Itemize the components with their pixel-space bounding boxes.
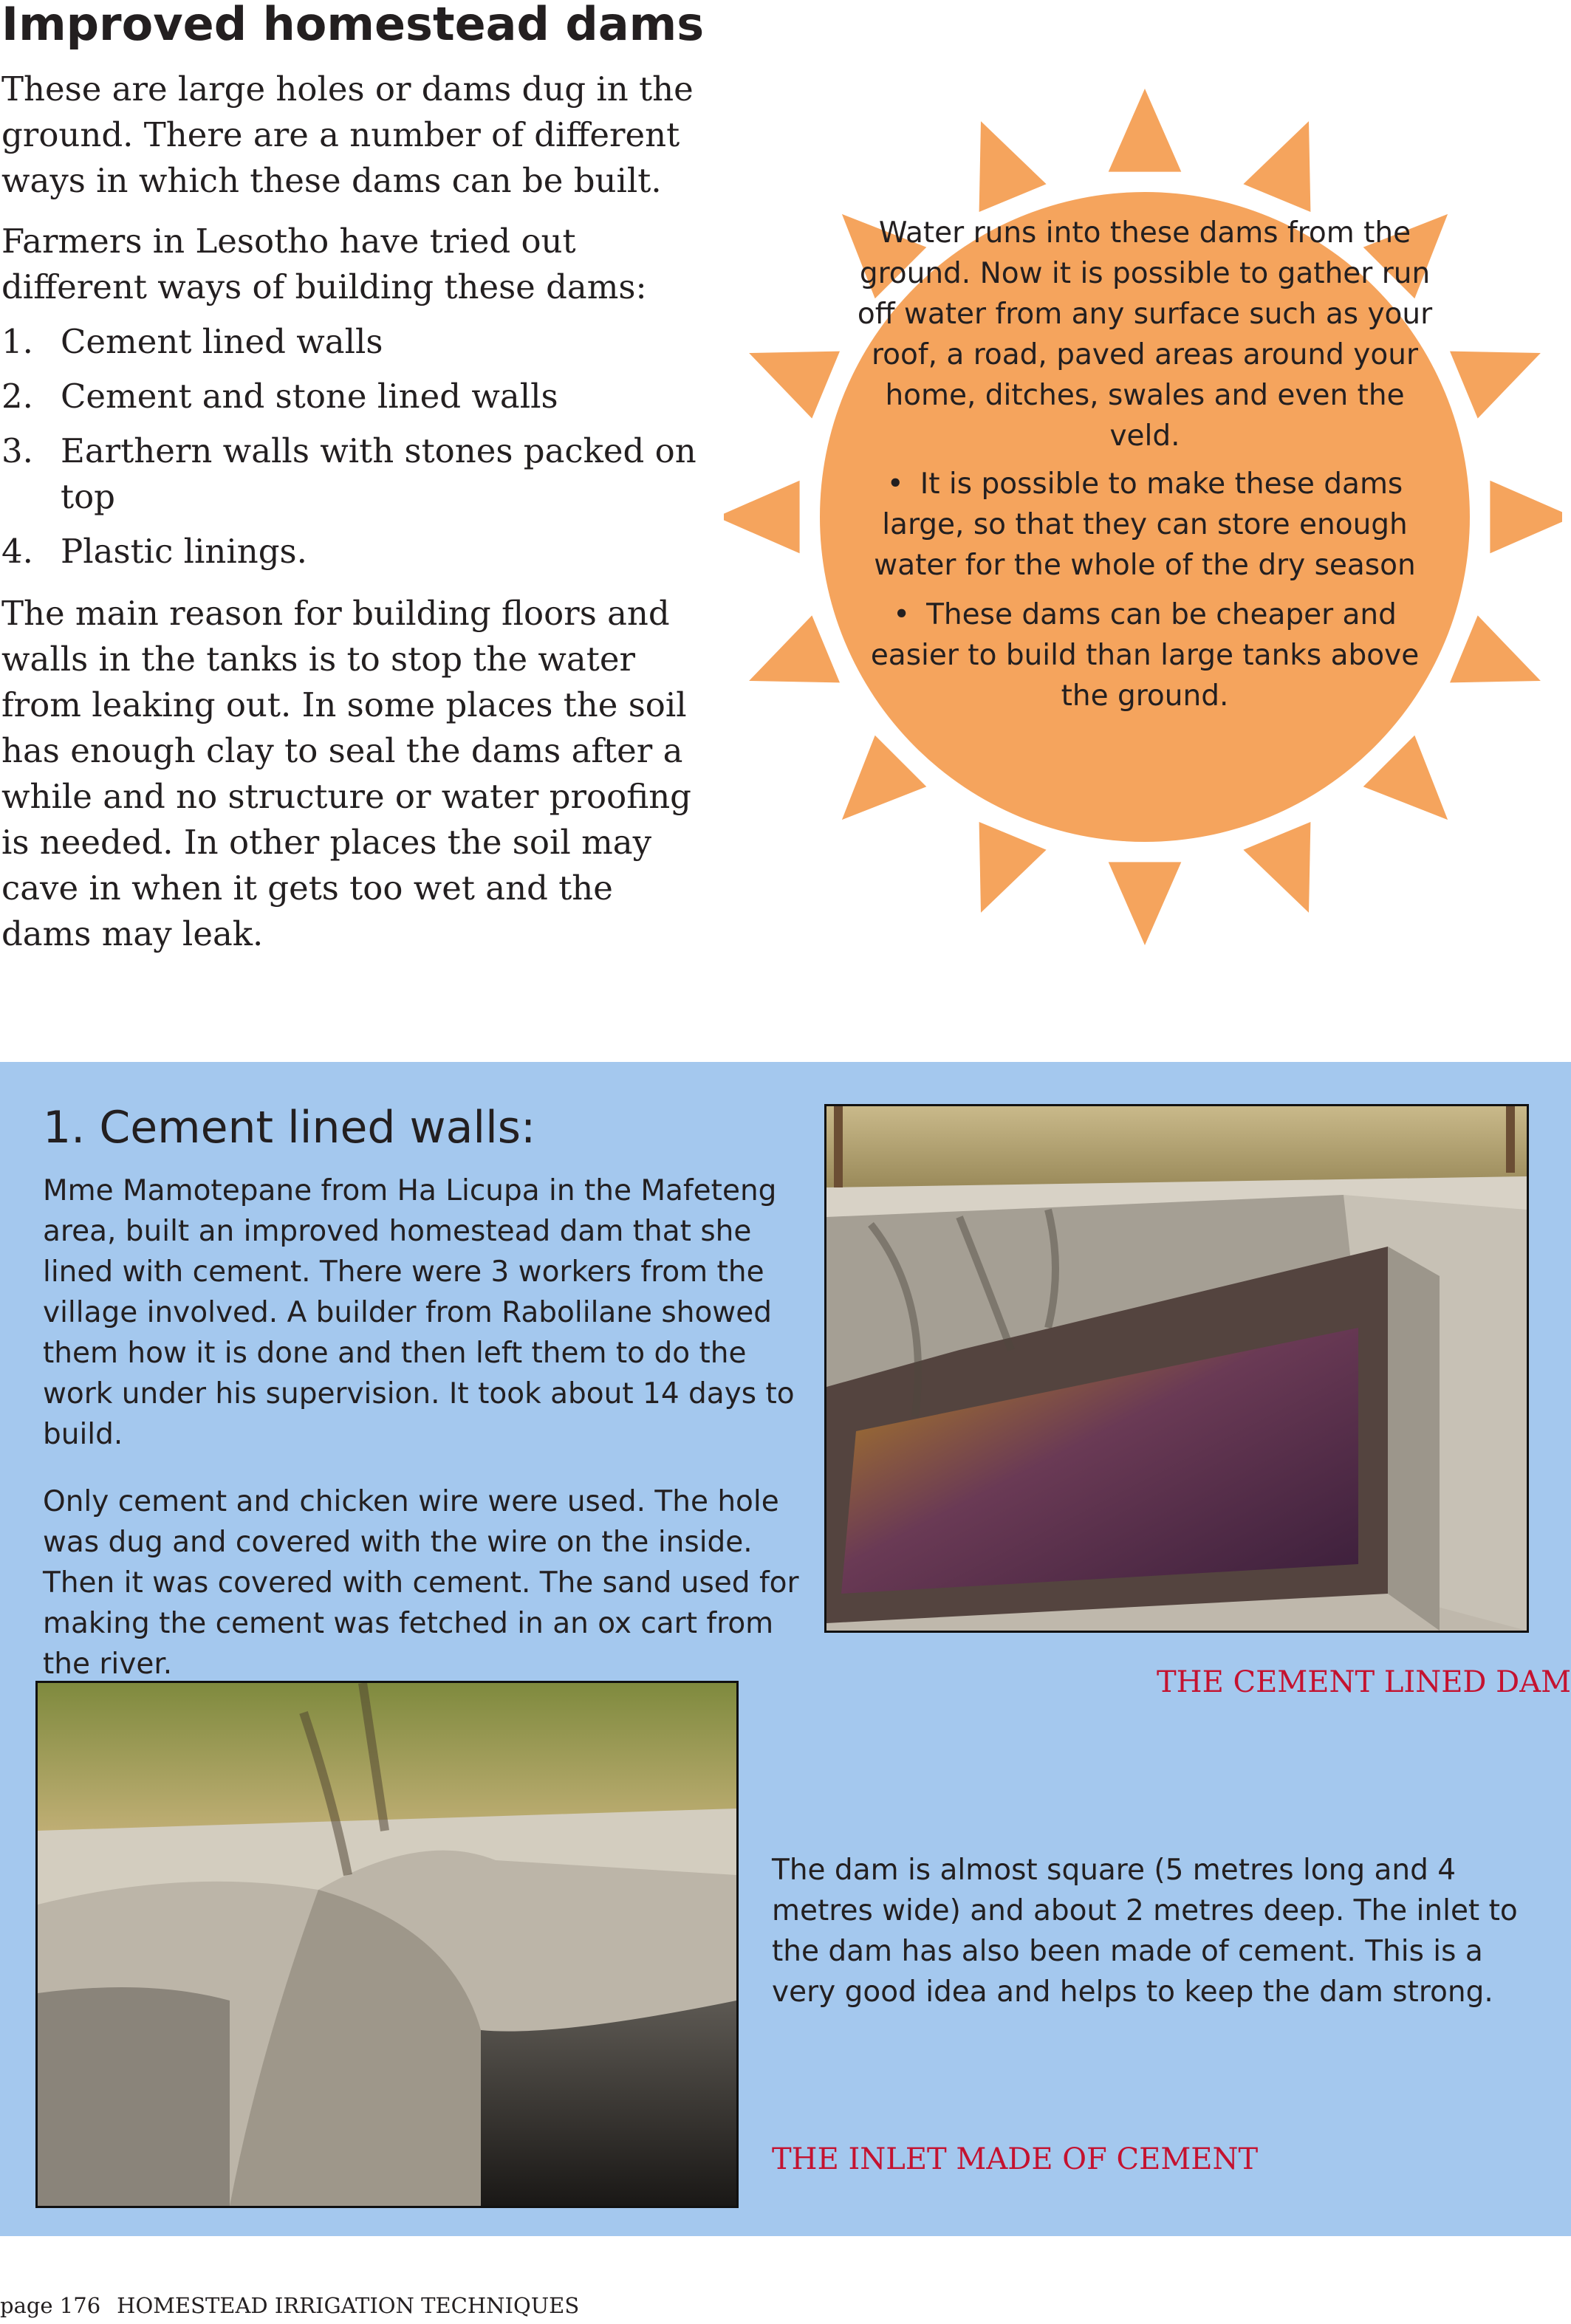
section-body <box>43 1170 811 1711</box>
sun-ray <box>724 481 800 554</box>
cement-dam-caption: THE CEMENT LINED DAM <box>1157 1665 1571 1699</box>
inlet-photo <box>35 1681 739 2208</box>
book-title: HOMESTEAD IRRIGATION TECHNIQUES <box>117 2293 580 2318</box>
list-item: • These dams can be cheaper and easier to build than large tanks above the ground. <box>849 594 1440 716</box>
section-heading: 1. Cement lined walls: <box>43 1102 536 1154</box>
sun-ray <box>1450 352 1541 419</box>
list-item-text: Plastic linings. <box>61 532 307 571</box>
list-item <box>1 319 699 365</box>
intro-paragraph: Farmers in Lesotho have tried out different ways of building these dams: <box>1 222 647 306</box>
list-number: 4. <box>1 532 33 571</box>
sun-callout-paragraph: Water runs into these dams from the ground. Now it is possible to gather run off water from any surface such as your roof, a road, paved areas around your home, ditches, swales and even the veld. <box>857 216 1433 453</box>
intro-paragraph: These are large holes or dams dug in the ground. There are a number of different ways in which these dams can be built. <box>1 69 694 200</box>
sun-callout-bullets <box>849 464 1440 716</box>
list-item <box>1 374 699 419</box>
section-paragraph: Mme Mamotepane from Ha Licupa in the Mafeteng area, built an improved homestead dam that she lined with cement. There were 3 workers from the village involved. A builder from Rabolilane showed them how it is done and then left them to do the work under his supervision. It took about 14 days to build. <box>43 1174 795 1451</box>
sun-ray <box>1109 89 1182 172</box>
intro-column <box>1 66 699 972</box>
sun-ray <box>1490 481 1562 554</box>
sun-ray <box>979 822 1047 913</box>
sun-ray <box>1109 862 1182 945</box>
list-item-text: Earthern walls with stones packed on top <box>61 431 696 516</box>
sun-ray <box>1363 736 1448 820</box>
sun-ray <box>842 736 926 820</box>
list-item <box>1 428 699 520</box>
dam-dimensions-text <box>772 1850 1540 2012</box>
list-item-text: Cement lined walls <box>61 322 383 361</box>
page-title: Improved homestead dams <box>1 0 705 51</box>
sun-ray <box>1243 822 1310 913</box>
page-footer <box>0 2291 579 2320</box>
list-item-text: Cement and stone lined walls <box>61 377 558 416</box>
intro-paragraph: The main reason for building floors and walls in the tanks is to stop the water from leaking out. In some places the soil has enough clay to seal the dams after a while and no structure or water proofing is needed. In other places the soil may cave in when it gets too wet and the dams may leak. <box>1 594 691 953</box>
inlet-caption: THE INLET MADE OF CEMENT <box>772 2142 1259 2176</box>
cement-dam-image <box>826 1106 1527 1631</box>
list-item: • It is possible to make these dams large, so that they can store enough water for the whole of the dry season <box>849 464 1440 586</box>
sun-ray <box>749 615 840 682</box>
list-item <box>1 529 699 575</box>
inlet-image <box>38 1683 736 2206</box>
cement-dam-photo <box>824 1104 1529 1633</box>
list-number: 3. <box>1 431 33 470</box>
sun-ray <box>749 352 840 419</box>
list-number: 1. <box>1 322 33 361</box>
page-number: page 176 <box>0 2293 101 2318</box>
sun-ray <box>979 121 1047 212</box>
section-paragraph: The dam is almost square (5 metres long and 4 metres wide) and about 2 metres deep. The inlet to the dam has also been made of cement. This is a very good idea and helps to keep the dam strong. <box>772 1854 1518 2009</box>
list-number: 2. <box>1 377 33 416</box>
section-paragraph: Only cement and chicken wire were used. The hole was dug and covered with the wire on the inside. Then it was covered with cement. The sand used for making the cement was fetched in an ox cart from the river. <box>43 1485 799 1681</box>
sun-ray <box>1243 121 1310 212</box>
sun-callout-text <box>849 213 1440 725</box>
sun-ray <box>1450 615 1541 682</box>
methods-list <box>1 319 699 575</box>
